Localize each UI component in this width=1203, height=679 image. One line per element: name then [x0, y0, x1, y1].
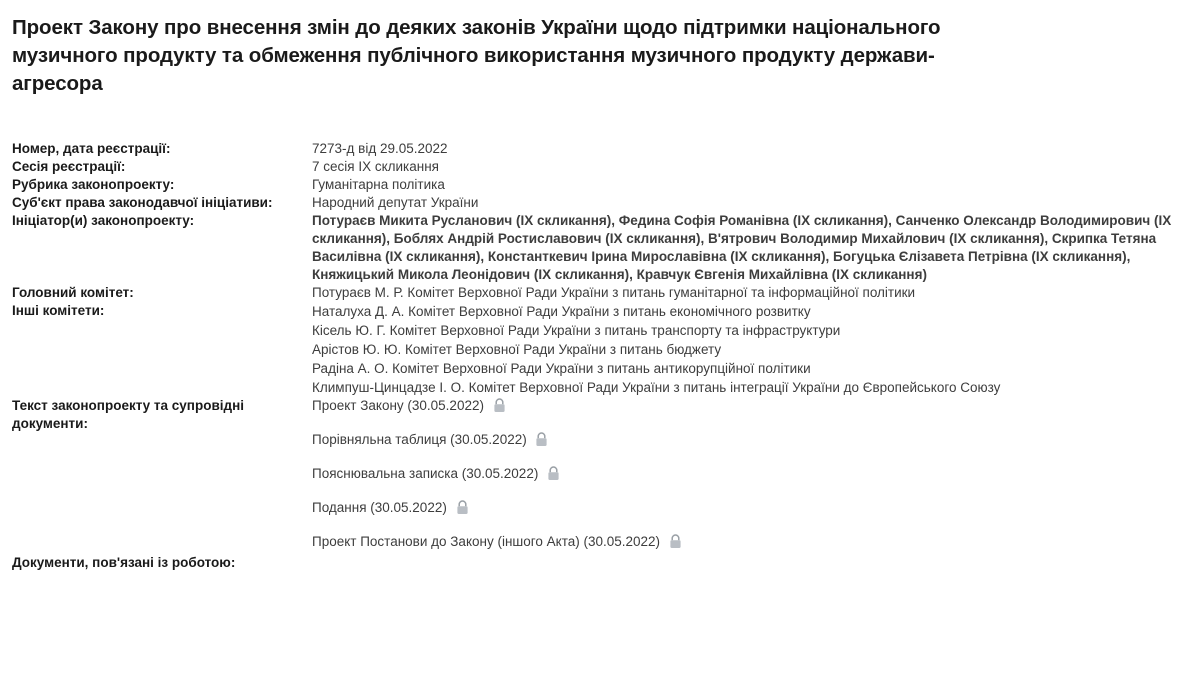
document-link[interactable]: Пояснювальна записка (30.05.2022)	[312, 466, 539, 481]
subject-label: Суб'єкт права законодавчої ініціативи:	[12, 195, 273, 210]
committee-line: Климпуш-Цинцадзе І. О. Комітет Верховної Ради України з питань інтеграції України до Європейського Союзу	[312, 380, 1001, 395]
other-committees-value	[312, 302, 1197, 397]
document-link[interactable]: Проект Закону (30.05.2022)	[312, 398, 484, 413]
list-item	[312, 533, 1197, 554]
other-committees-label: Інші комітети:	[12, 303, 105, 318]
documents-label: Текст законопроекту та супровідні документи:	[12, 398, 244, 431]
document-link[interactable]: Проект Постанови до Закону (іншого Акта) (30.05.2022)	[312, 534, 661, 549]
list-item	[312, 397, 1197, 418]
committee-line: Кісель Ю. Г. Комітет Верховної Ради України з питань транспорту та інфраструктури	[312, 323, 841, 338]
main-committee-label: Головний комітет:	[12, 285, 134, 300]
registration-number-value: 7273-д від 29.05.2022	[312, 141, 448, 156]
lock-icon	[535, 432, 548, 452]
initiators-value: Потураєв Микита Русланович (IX скликання), Федина Софія Романівна (IX скликання), Санченко Олександр Володимирович (IX скликання), Боблях Андрій Ростиславович (IX скликання), В'ятрович Володимир Михайлович (IX скликання), Скрипка Тетяна Василівна (IX скликання), Константкевич Ірина Мирославівна (IX скликання), Богуцька Єлізавета Петрівна (IX скликання), Княжицький Микола Леонідович (IX скликання), Кравчук Євгенія Михайлівна (IX скликання)	[312, 213, 1172, 282]
table-row	[12, 176, 1197, 194]
session-label: Сесія реєстрації:	[12, 159, 126, 174]
table-row	[12, 212, 1197, 284]
page-title: Проект Закону про внесення змін до деяких законів України щодо підтримки національного музичного продукту та обмеження публічного використання музичного продукту держави-агресора	[12, 16, 941, 95]
list-item	[312, 431, 1197, 452]
related-documents-value	[312, 554, 1197, 572]
list-item	[312, 465, 1197, 486]
lock-icon	[547, 466, 560, 486]
table-row	[12, 140, 1197, 158]
committee-line: Арістов Ю. Ю. Комітет Верховної Ради України з питань бюджету	[312, 342, 722, 357]
table-row	[12, 554, 1197, 572]
lock-icon	[493, 398, 506, 418]
initiators-label: Ініціатор(и) законопроекту:	[12, 213, 195, 228]
table-row	[12, 302, 1197, 397]
related-documents-label: Документи, пов'язані із роботою:	[12, 555, 236, 570]
committee-line: Наталуха Д. А. Комітет Верховної Ради України з питань економічного розвитку	[312, 304, 811, 319]
registration-number-label: Номер, дата реєстрації:	[12, 141, 171, 156]
list-item	[312, 499, 1197, 520]
documents-list	[312, 397, 1197, 554]
document-link[interactable]: Подання (30.05.2022)	[312, 500, 447, 515]
rubric-label: Рубрика законопроекту:	[12, 177, 175, 192]
table-row	[12, 158, 1197, 176]
main-committee-value: Потураєв М. Р. Комітет Верховної Ради України з питань гуманітарної та інформаційної політики	[312, 285, 916, 300]
document-link[interactable]: Порівняльна таблиця (30.05.2022)	[312, 432, 527, 447]
lock-icon	[669, 534, 682, 554]
table-row	[12, 284, 1197, 302]
table-row	[12, 194, 1197, 212]
bill-metadata-table	[12, 140, 1197, 572]
title-spacer	[12, 98, 1191, 140]
lock-icon	[456, 500, 469, 520]
session-value: 7 сесія IX скликання	[312, 159, 439, 174]
committee-line: Радіна А. О. Комітет Верховної Ради України з питань антикорупційної політики	[312, 361, 811, 376]
subject-value: Народний депутат України	[312, 195, 479, 210]
table-row	[12, 397, 1197, 554]
rubric-value: Гуманітарна політика	[312, 177, 445, 192]
